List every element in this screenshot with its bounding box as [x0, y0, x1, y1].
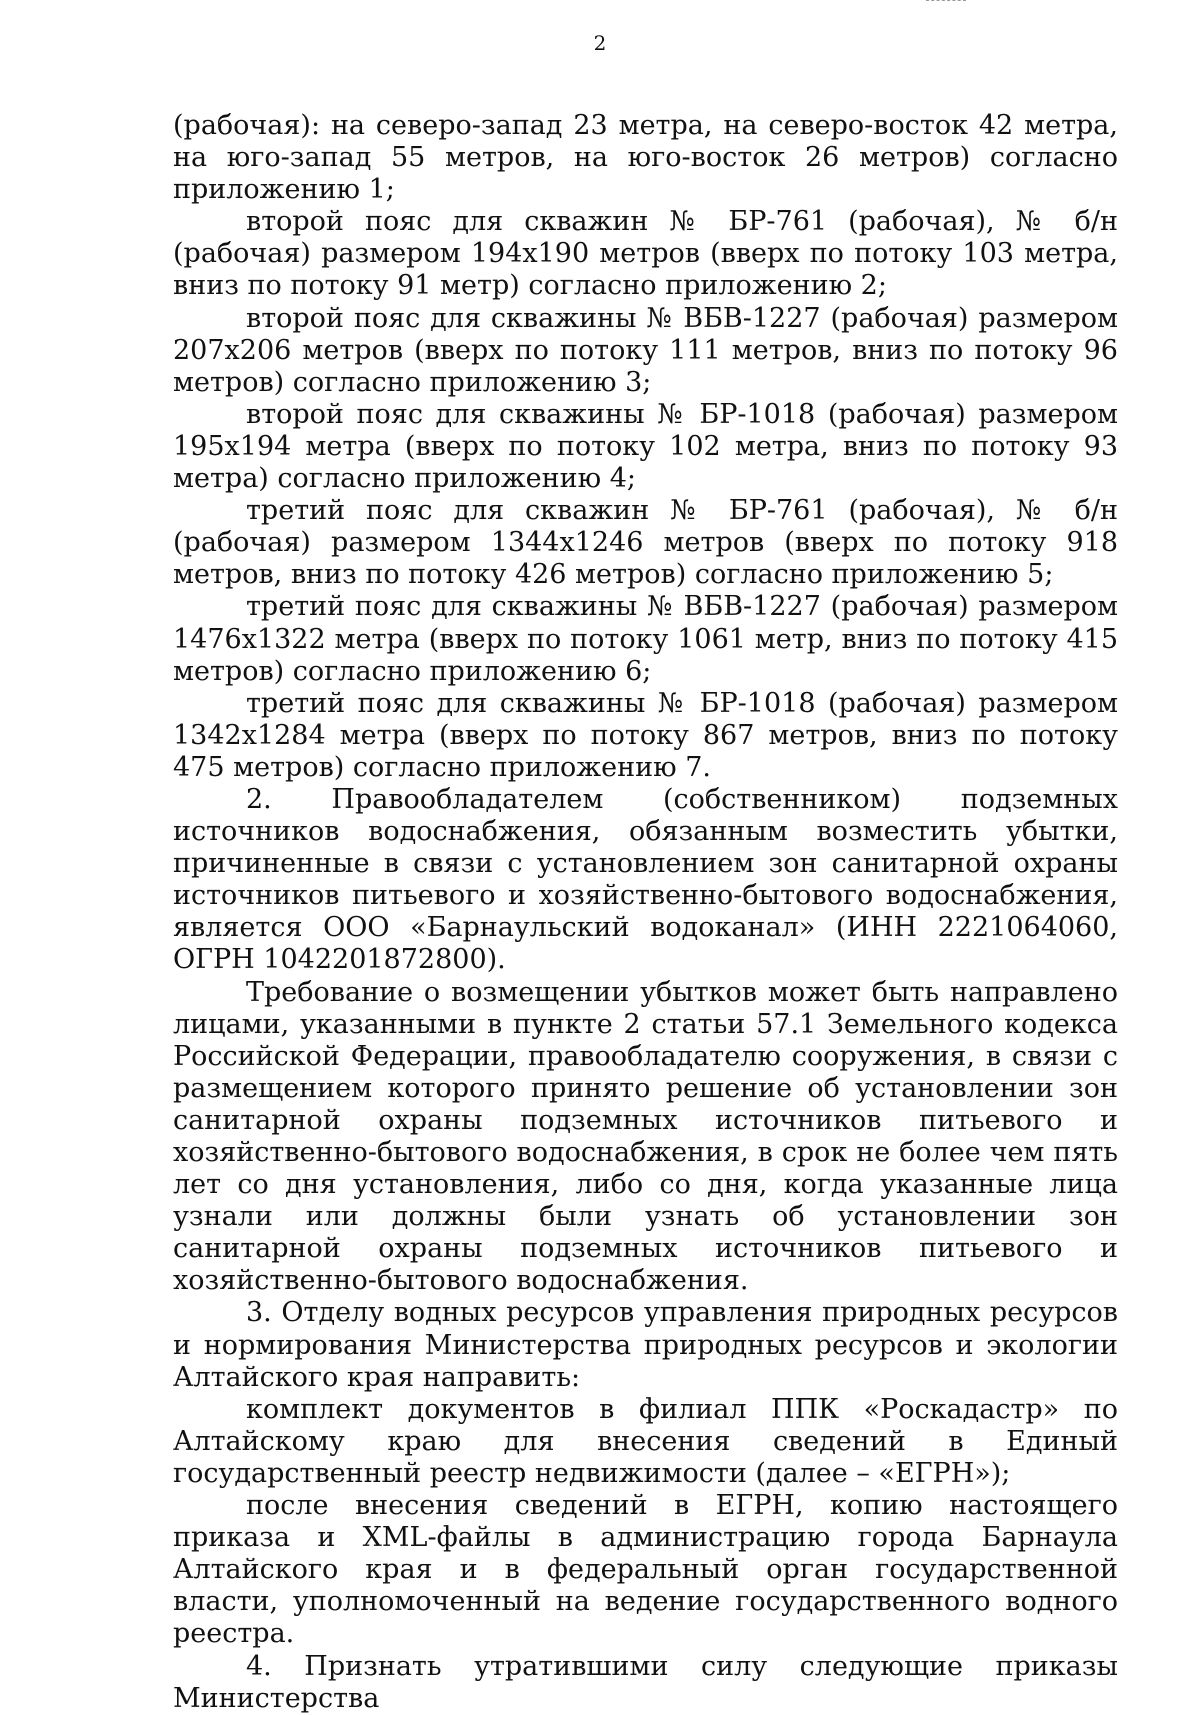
document-body	[173, 110, 1118, 1715]
paragraph-documents-cadastre: комплект документов в филиал ППК «Роскадастр» по Алтайскому краю для внесения сведений в Единый государственный реестр недвижимости (далее – «ЕГРН»);	[173, 1393, 1118, 1489]
paragraph-second-zone-br1018: второй пояс для скважины № БР-1018 (рабочая) размером 195х194 метра (вверх по потоку 102 метра, вниз по потоку 93 метра) согласно приложению 4;	[173, 398, 1118, 495]
paragraph-compensation-claim: Требование о возмещении убытков может быть направлено лицами, указанными в пункте 2 статьи 57.1 Земельного кодекса Российской Федерации, правообладателю сооружения, в связи с размещением которого принято решение об установлении зон санитарной охраны подземных источников питьевого и хозяйственно-бытового водоснабжения, в срок не более чем пять лет со дня установления, либо со дня, когда указанные лица узнали или должны были узнать об установлении зон санитарной охраны подземных источников питьевого и хозяйственно-бытового водоснабжения.	[173, 976, 1118, 1297]
paragraph-second-zone-vbv1227: второй пояс для скважины № ВБВ-1227 (рабочая) размером 207х206 метров (вверх по потоку 111 метров, вниз по потоку 96 метров) согласно приложению 3;	[173, 302, 1118, 398]
page-number: 2	[593, 31, 607, 55]
paragraph-continuation: (рабочая): на северо-запад 23 метра, на северо-восток 42 метра, на юго-запад 55 метров, на юго-восток 26 метров) согласно приложению 1;	[173, 110, 1118, 206]
paragraph-item-3-department: 3. Отделу водных ресурсов управления природных ресурсов и нормирования Министерства природных ресурсов и экологии Алтайского края направить:	[173, 1297, 1118, 1393]
paragraph-third-zone-br761: третий пояс для скважин № БР-761 (рабочая), № б/н (рабочая) размером 1344х1246 метров (вверх по потоку 918 метров, вниз по потоку 426 метров) согласно приложению 5;	[173, 495, 1118, 591]
paragraph-after-egrn: после внесения сведений в ЕГРН, копию настоящего приказа и XML-файлы в администрацию города Барнаула Алтайского края и в федеральный орган государственной власти, уполномоченный на ведение государственного водного реестра.	[173, 1490, 1118, 1650]
paragraph-third-zone-br1018: третий пояс для скважины № БР-1018 (рабочая) размером 1342х1284 метра (вверх по потоку 867 метров, вниз по потоку 475 метров) согласно приложению 7.	[173, 687, 1118, 783]
paragraph-item-4-repeal: 4. Признать утратившими силу следующие приказы Министерства	[173, 1650, 1118, 1714]
scan-artifact-mark	[926, 0, 966, 4]
paragraph-item-2-rights-holder: 2. Правообладателем (собственником) подземных источников водоснабжения, обязанным возместить убытки, причиненные в связи с установлением зон санитарной охраны источников питьевого и хозяйственно-бытового водоснабжения, является ООО «Барнаульский водоканал» (ИНН 2221064060, ОГРН 1042201872800).	[173, 783, 1118, 976]
paragraph-second-zone-br761: второй пояс для скважин № БР-761 (рабочая), № б/н (рабочая) размером 194х190 метров (вверх по потоку 103 метра, вниз по потоку 91 метр) согласно приложению 2;	[173, 206, 1118, 302]
paragraph-third-zone-vbv1227: третий пояс для скважины № ВБВ-1227 (рабочая) размером 1476х1322 метра (вверх по потоку 1061 метр, вниз по потоку 415 метров) согласно приложению 6;	[173, 591, 1118, 687]
